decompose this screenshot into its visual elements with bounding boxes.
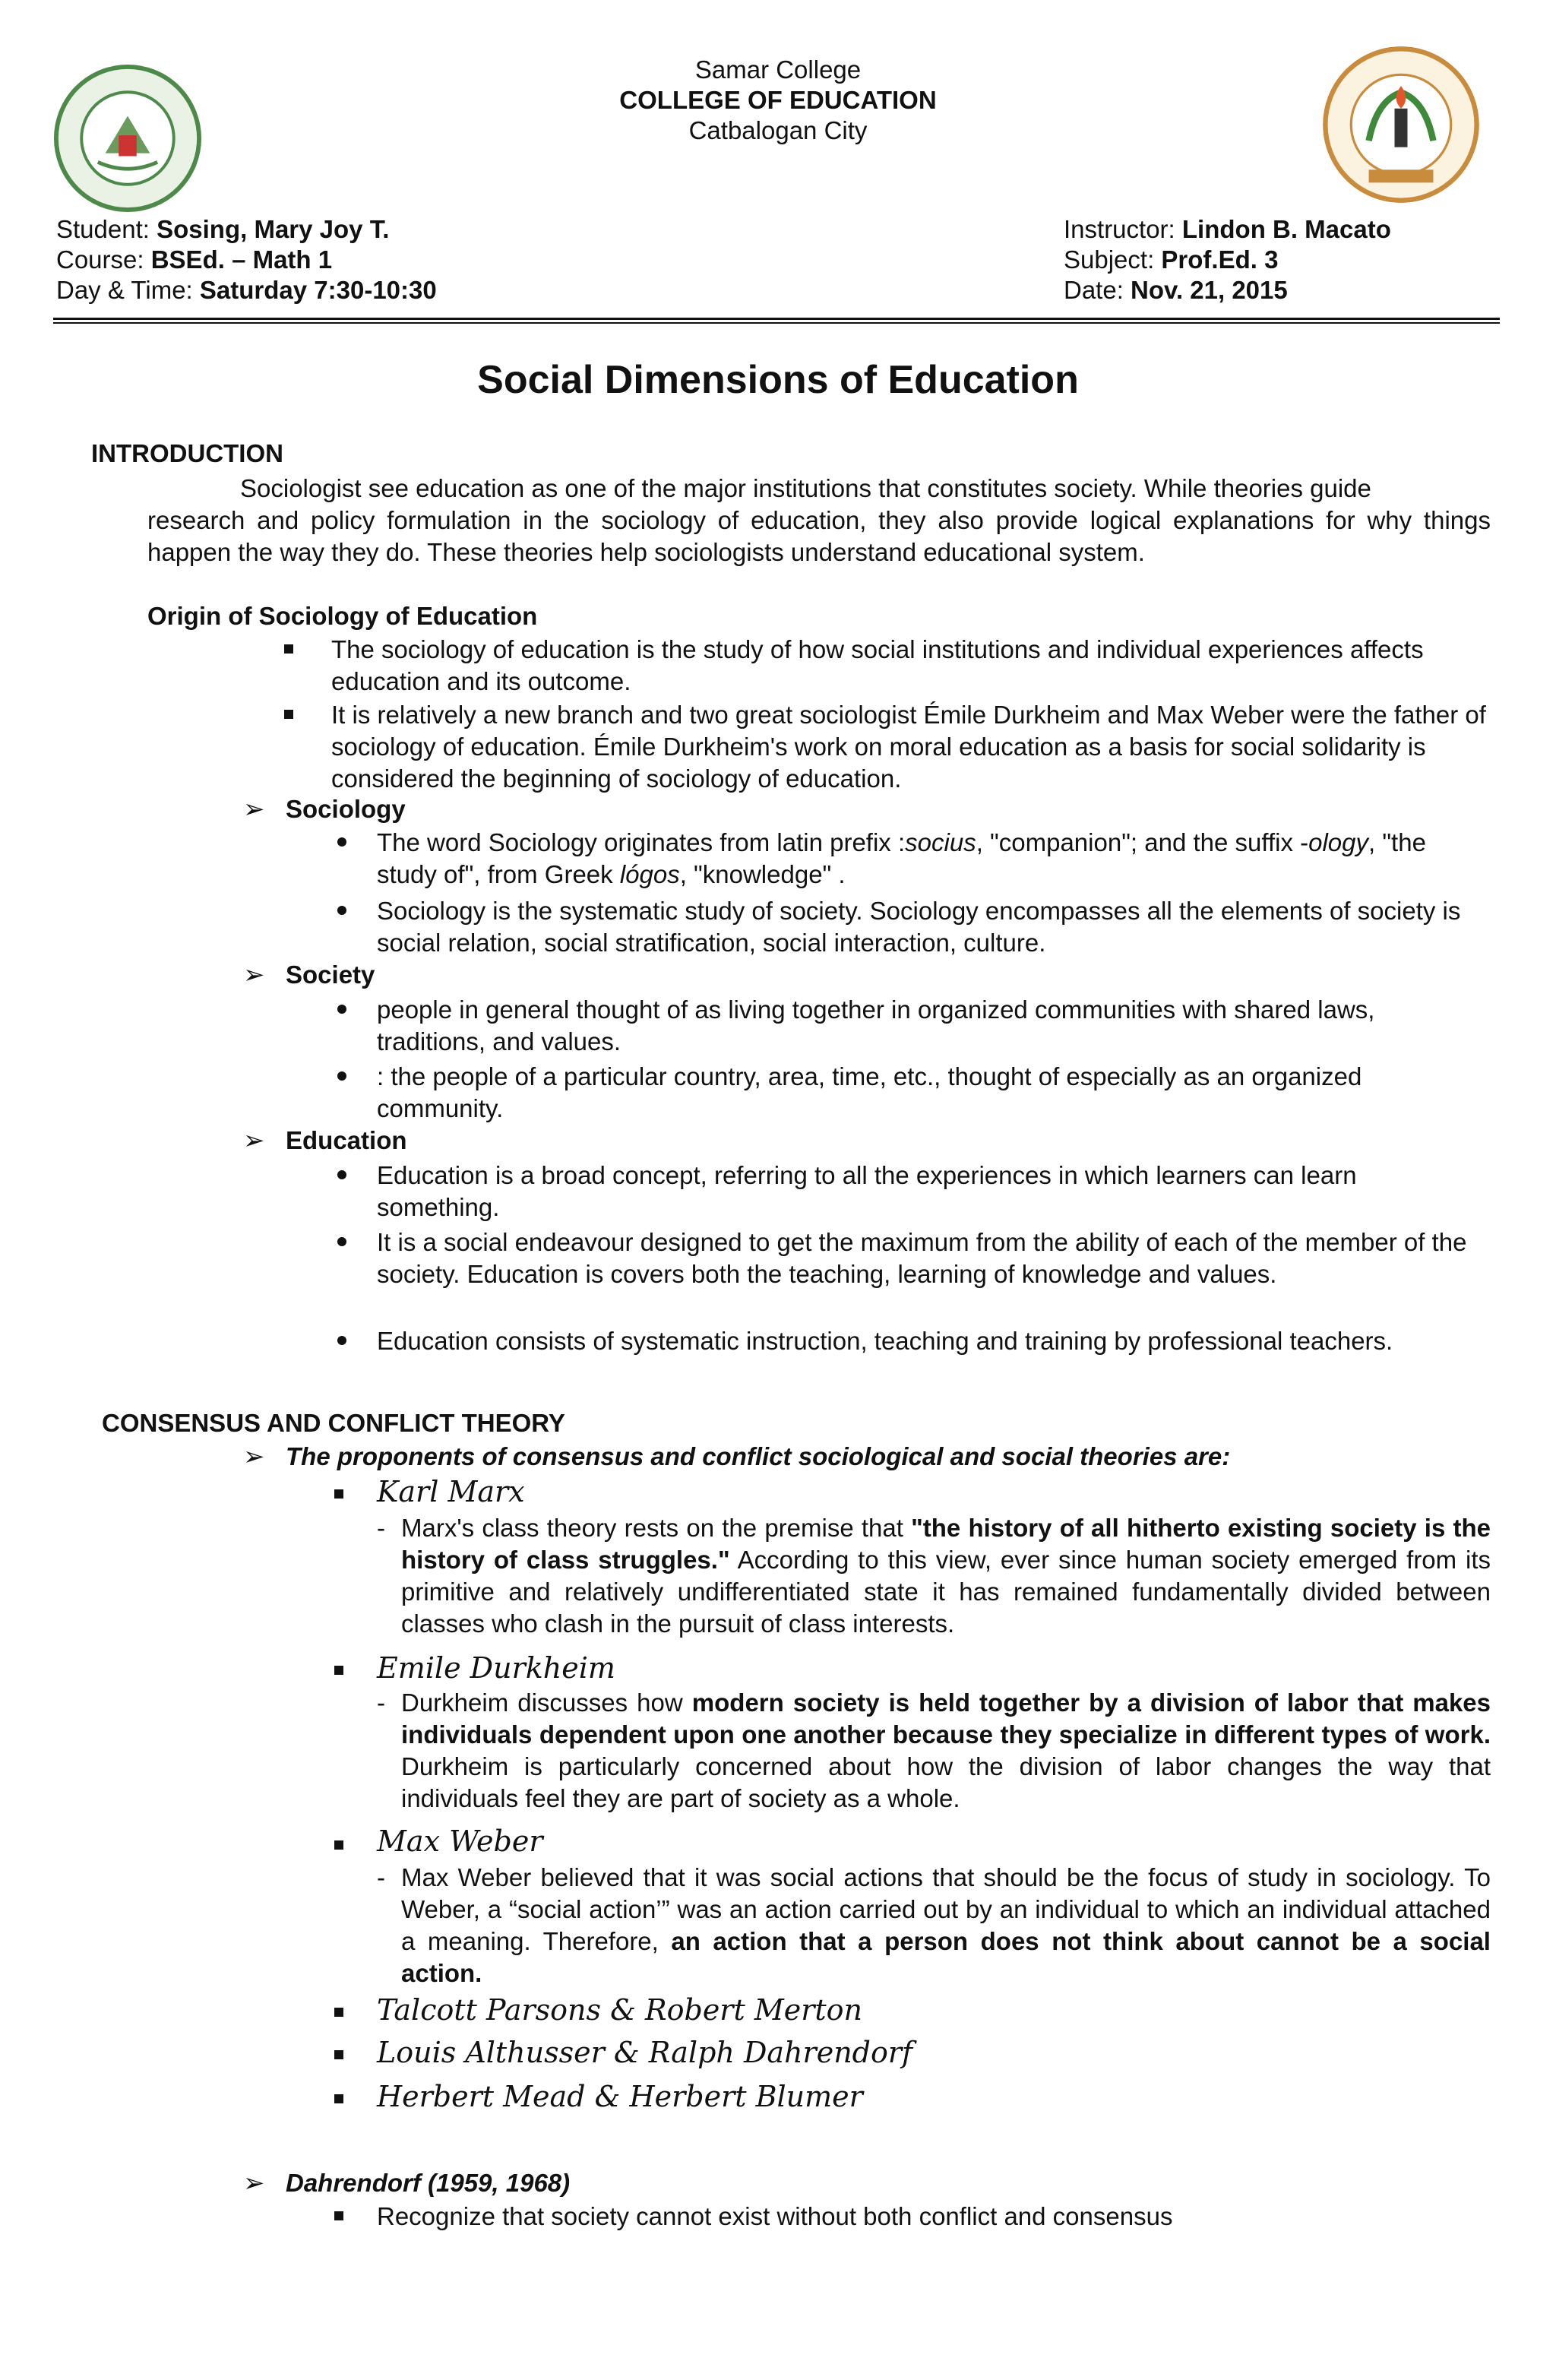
date-value: Nov. 21, 2015 <box>1131 276 1288 304</box>
arrow-bullet-icon: ➢ <box>243 1126 265 1155</box>
text-run: The word Sociology originates from latin prefix : <box>377 828 906 856</box>
dash-marker: - <box>377 1514 385 1542</box>
course-value: BSEd. – Math 1 <box>150 245 333 274</box>
sociology-bullet-1 <box>377 827 1471 891</box>
durkheim-key-idea: modern society is held together by a division of labor that makes individuals dependent upon one another because they specialize in different types of work. <box>401 1688 1491 1749</box>
arrow-bullet-icon: ➢ <box>243 1442 265 1471</box>
city-name: Catbalogan City <box>688 116 868 144</box>
name-max-weber: Max Weber <box>377 1825 543 1858</box>
arrow-bullet-icon: ➢ <box>243 961 265 989</box>
text-run: Durkheim discusses how <box>401 1688 692 1717</box>
education-bullet-1: Education is a broad concept, referring to all the experiences in which learners can learn something. <box>377 1161 1357 1221</box>
society-heading: Society <box>286 961 375 989</box>
dot-bullet-icon <box>337 1237 346 1246</box>
square-bullet-icon <box>284 710 293 719</box>
dahrendorf-heading: Dahrendorf (1959, 1968) <box>286 2169 571 2197</box>
origin-heading: Origin of Sociology of Education <box>147 602 538 630</box>
college-name: COLLEGE OF EDUCATION <box>619 86 937 114</box>
dot-bullet-icon <box>337 906 346 915</box>
text-run: , "companion"; and the suffix - <box>976 828 1309 856</box>
instructor-label: Instructor: <box>1064 215 1182 243</box>
text-run: Marx's class theory rests on the premise that <box>401 1514 912 1542</box>
square-bullet-icon <box>334 2050 343 2059</box>
time-value: Saturday 7:30-10:30 <box>199 276 437 304</box>
subject-value: Prof.Ed. 3 <box>1161 245 1279 274</box>
sociology-bullet-2: Sociology is the systematic study of society. Sociology encompasses all the elements of society is social relation, social stratification, social interaction, culture. <box>377 897 1461 957</box>
intro-paragraph: research and policy formulation in the sociology of education, they also provide logical explanations for why things happen the way they do. These theories help sociologists understand educational system. <box>147 506 1491 566</box>
term-ology: ology <box>1308 828 1368 856</box>
sociology-heading: Sociology <box>286 795 406 823</box>
student-info <box>56 214 437 305</box>
marx-quote: "the history of all hitherto existing society is the history of class struggles." <box>401 1514 1491 1574</box>
subject-label: Subject: <box>1064 245 1162 274</box>
page-title: Social Dimensions of Education <box>477 358 1079 402</box>
dot-bullet-icon <box>337 837 346 847</box>
dahrendorf-bullet-1: Recognize that society cannot exist without both conflict and consensus <box>377 2202 1173 2230</box>
date-label: Date: <box>1064 276 1131 304</box>
dot-bullet-icon <box>337 1170 346 1179</box>
text-run: According to this view, ever since human society emerged from its primitive and relatively undifferentiated state it has remained fundamentally divided between classes who clash in the pursuit of class interests. <box>401 1546 1491 1638</box>
intro-heading: INTRODUCTION <box>91 439 283 467</box>
text-run: Durkheim is particularly concerned about how the division of labor changes the way that individuals feel they are part of society as a whole. <box>401 1752 1491 1812</box>
origin-bullet-1: The sociology of education is the study of how social institutions and individual experiences affects education and its outcome. <box>331 635 1424 695</box>
text-run: Max Weber believed that it was social actions that should be the focus of study in sociology. To Weber, a “social action’” was an action carried out by an individual to which an individual attached a meaning. Therefore, <box>401 1863 1491 1955</box>
text-run: , "knowledge" . <box>679 860 846 888</box>
dash-marker: - <box>377 1863 385 1891</box>
instructor-name: Lindon B. Macato <box>1181 215 1391 243</box>
student-name: Sosing, Mary Joy T. <box>157 215 390 243</box>
names-mead-blumer: Herbert Mead & Herbert Blumer <box>377 2080 863 2113</box>
names-parsons-merton: Talcott Parsons & Robert Merton <box>377 1993 863 2027</box>
name-karl-marx: Karl Marx <box>377 1475 525 1508</box>
header-rule-thin <box>53 322 1500 324</box>
dot-bullet-icon <box>337 1005 346 1014</box>
theory-heading: CONSENSUS AND CONFLICT THEORY <box>102 1409 565 1437</box>
education-bullet-2: It is a social endeavour designed to get the maximum from the ability of each of the member of the society. Education is covers both the teaching, learning of knowledge and values. <box>377 1228 1467 1288</box>
arrow-bullet-icon: ➢ <box>243 795 265 824</box>
arrow-bullet-icon: ➢ <box>243 2169 265 2198</box>
square-bullet-icon <box>334 1666 343 1675</box>
term-socius: socius <box>905 828 976 856</box>
text-run: , "the study of", from Greek <box>377 828 1426 888</box>
term-logos: lógos <box>619 860 680 888</box>
course-label: Course: <box>56 245 151 274</box>
square-bullet-icon <box>284 644 293 654</box>
name-emile-durkheim: Emile Durkheim <box>377 1651 615 1685</box>
intro-first-line: Sociologist see education as one of the major institutions that constitutes society. While theories guide <box>240 474 1371 502</box>
instructor-info <box>1064 214 1391 305</box>
durkheim-description <box>401 1687 1491 1815</box>
time-label: Day & Time: <box>56 276 200 304</box>
society-bullet-1: people in general thought of as living together in organized communities with shared laws, traditions, and values. <box>377 995 1375 1055</box>
school-name: Samar College <box>694 55 862 84</box>
names-althusser-dahrendorf: Louis Althusser & Ralph Dahrendorf <box>377 2036 913 2069</box>
dot-bullet-icon <box>337 1336 346 1345</box>
weber-key-idea: an action that a person does not think about cannot be a social action. <box>401 1927 1491 1987</box>
document-header <box>0 55 1556 146</box>
education-bullet-3: Education consists of systematic instruction, teaching and training by professional teachers. <box>377 1327 1393 1355</box>
square-bullet-icon <box>334 2094 343 2103</box>
student-label: Student: <box>56 215 157 243</box>
proponents-heading: The proponents of consensus and conflict sociological and social theories are: <box>286 1442 1231 1470</box>
marx-description <box>401 1512 1491 1640</box>
dot-bullet-icon <box>337 1071 346 1081</box>
square-bullet-icon <box>334 1840 343 1850</box>
square-bullet-icon <box>334 2211 343 2220</box>
origin-bullet-2: It is relatively a new branch and two great sociologist Émile Durkheim and Max Weber were the father of sociology of education. Émile Durkheim's work on moral education as a basis for social solidarity is considered the beginning of sociology of education. <box>331 701 1486 793</box>
header-rule <box>53 318 1500 320</box>
dash-marker: - <box>377 1688 385 1717</box>
square-bullet-icon <box>334 1489 343 1499</box>
square-bullet-icon <box>334 2008 343 2017</box>
weber-description <box>401 1862 1491 1989</box>
education-heading: Education <box>286 1126 407 1154</box>
society-bullet-2: : the people of a particular country, area, time, etc., thought of especially as an organized community. <box>377 1062 1362 1122</box>
